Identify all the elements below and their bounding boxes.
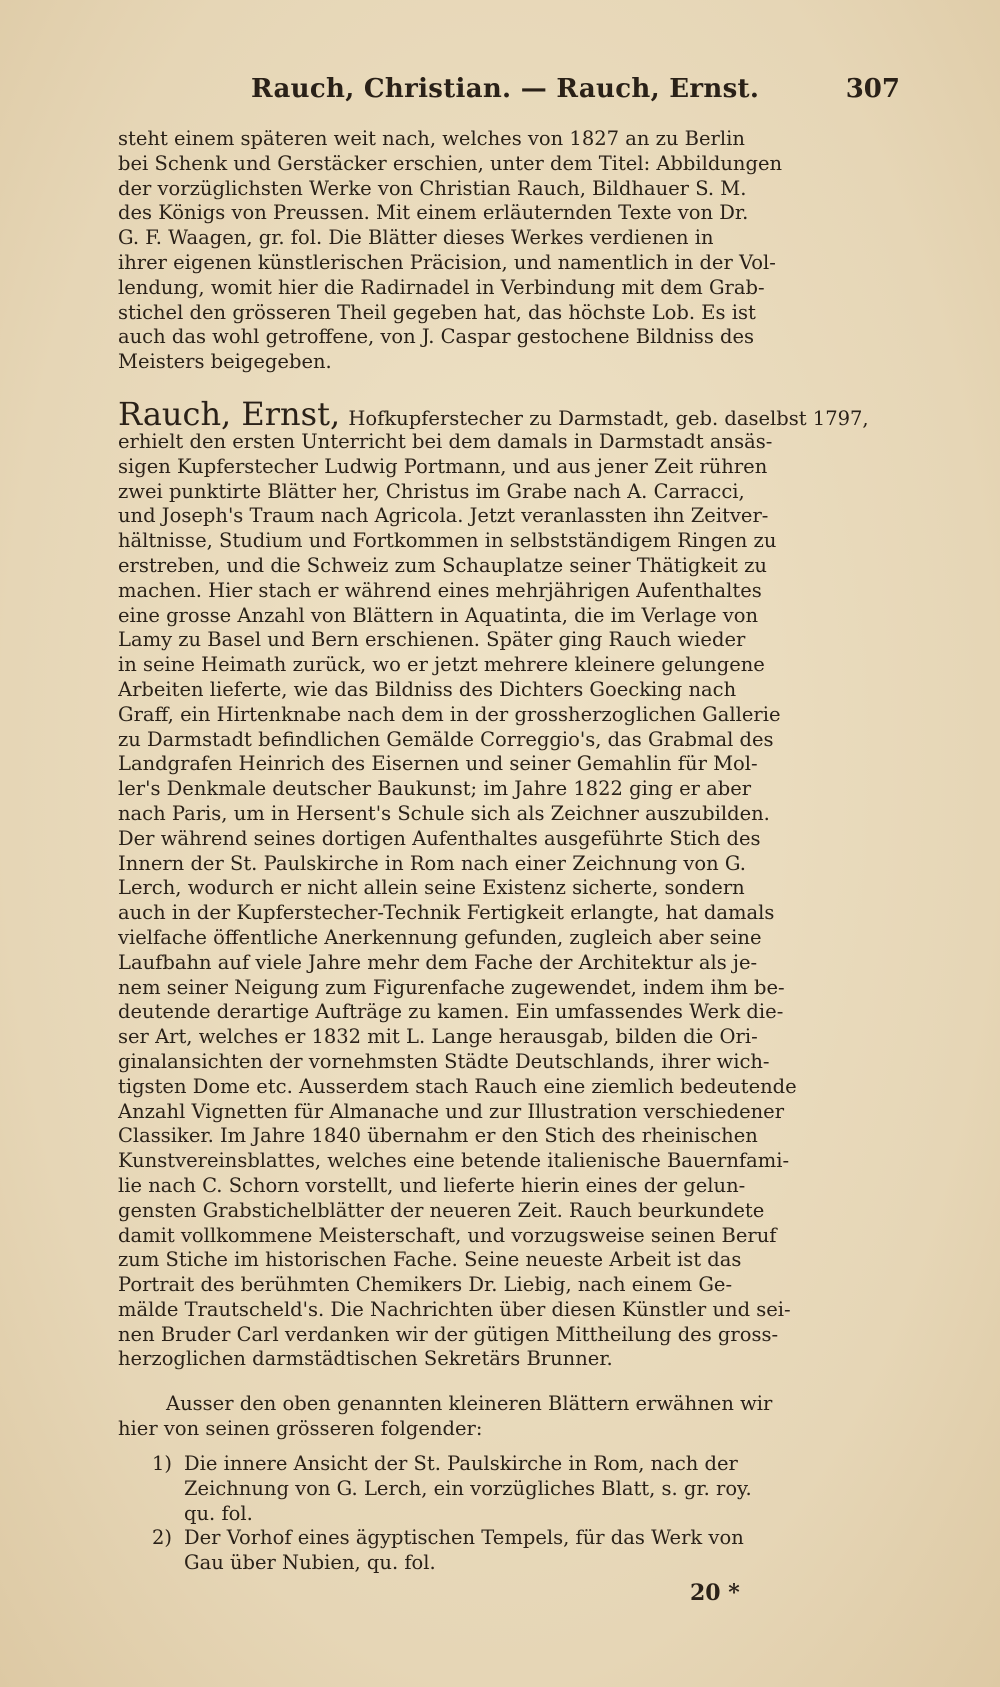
text-line: Lerch, wodurch er nicht allein seine Existenz sicherte, sondern [118, 876, 745, 900]
text-line: Der Vorhof eines ägyptischen Tempels, für das Werk von [184, 1526, 744, 1550]
text-line: mälde Trautscheld's. Die Nachrichten über diesen Künstler und sei- [118, 1297, 791, 1321]
text-line: nen Bruder Carl verdanken wir der gütigen Mittheilung des gross- [118, 1322, 779, 1346]
text-line: des Königs von Preussen. Mit einem erläuternden Texte von Dr. [118, 201, 749, 225]
text-line: sigen Kupferstecher Ludwig Portmann, und aus jener Zeit rühren [118, 454, 768, 478]
text-line: zum Stiche im historischen Fache. Seine neueste Arbeit ist das [118, 1248, 742, 1272]
text-line: tigsten Dome etc. Ausserdem stach Rauch eine ziemlich bedeutende [118, 1074, 797, 1098]
text-line: Arbeiten lieferte, wie das Bildniss des Dichters Goecking nach [118, 677, 737, 701]
text-line: damit vollkommene Meisterschaft, und vorzugsweise seinen Beruf [118, 1223, 777, 1247]
text-line: erstreben, und die Schweiz zum Schauplatze seiner Thätigkeit zu [118, 553, 767, 577]
list-intro [118, 1392, 900, 1442]
text-line: Die innere Ansicht der St. Paulskirche in Rom, nach der [184, 1452, 738, 1475]
text-line: lendung, womit hier die Radirnadel in Verbindung mit dem Grab- [118, 275, 765, 299]
running-header [118, 68, 900, 114]
text-line: deutende derartige Aufträge zu kamen. Ein umfassendes Werk die- [118, 1000, 784, 1024]
text-line: Gau über Nubien, qu. fol. [184, 1551, 436, 1575]
text-line: Graff, ein Hirtenknabe nach dem in der grossherzoglichen Gallerie [118, 702, 781, 726]
text-line: machen. Hier stach er während eines mehrjährigen Aufenthaltes [118, 578, 762, 602]
text-line: Ausser den oben genannten kleineren Blättern erwähnen wir [166, 1392, 773, 1415]
page-number: 307 [845, 74, 900, 104]
text-line: auch in der Kupferstecher-Technik Fertigkeit erlangte, hat damals [118, 901, 775, 925]
text-line: gensten Grabstichelblätter der neueren Zeit. Rauch beurkundete [118, 1198, 765, 1222]
text-line: stichel den grösseren Theil gegeben hat, das höchste Lob. Es ist [118, 300, 756, 324]
list-marker: 2) [152, 1526, 173, 1550]
text-line: hältnisse, Studium und Fortkommen in selbstständigem Ringen zu [118, 529, 777, 553]
text-line: der vorzüglichsten Werke von Christian Rauch, Bildhauer S. M. [118, 176, 747, 200]
list-item [152, 1526, 900, 1576]
list-marker: 1) [152, 1452, 173, 1475]
text-line: Innern der St. Paulskirche in Rom nach einer Zeichnung von G. [118, 851, 746, 875]
text-line: Lamy zu Basel und Bern erschienen. Später ging Rauch wieder [118, 628, 746, 652]
text-line: herzoglichen darmstädtischen Sekretärs Brunner. [118, 1347, 613, 1371]
text-line: Zeichnung von G. Lerch, ein vorzügliches Blatt, s. gr. roy. [184, 1476, 752, 1500]
entry-name: Rauch, Ernst, [118, 398, 341, 430]
text-line: Laufbahn auf viele Jahre mehr dem Fache der Architektur als je- [118, 950, 758, 974]
list-item [152, 1452, 900, 1526]
text-line: und Joseph's Traum nach Agricola. Jetzt veranlassten ihn Zeitver- [118, 504, 769, 528]
text-line: erhielt den ersten Unterricht bei dem damals in Darmstadt ansäs- [118, 430, 773, 453]
text-line: zwei punktirte Blätter her, Christus im Grabe nach A. Carracci, [118, 479, 745, 503]
entry-heading-line [118, 398, 900, 430]
entry-rauch-ernst [118, 398, 900, 1372]
text-line: zu Darmstadt befindlichen Gemälde Correggio's, das Grabmal des [118, 727, 774, 751]
text-line: eine grosse Anzahl von Blättern in Aquatinta, die im Verlage von [118, 603, 759, 627]
text-line: ser Art, welches er 1832 mit L. Lange herausgab, bilden die Ori- [118, 1025, 758, 1049]
text-line: in seine Heimath zurück, wo er jetzt mehrere kleinere gelungene [118, 653, 765, 677]
text-line: qu. fol. [184, 1501, 253, 1525]
entry-first-line: Hofkupferstecher zu Darmstadt, geb. daselbst 1797, [348, 407, 869, 430]
text-line: ihrer eigenen künstlerischen Präcision, und namentlich in der Vol- [118, 250, 776, 274]
text-line: Portrait des berühmten Chemikers Dr. Liebig, nach einem Ge- [118, 1273, 733, 1297]
text-line: ler's Denkmale deutscher Baukunst; im Jahre 1822 ging er aber [118, 777, 752, 801]
text-line: auch das wohl getroffene, von J. Caspar gestochene Bildniss des [118, 325, 755, 349]
text-line: Classiker. Im Jahre 1840 übernahm er den Stich des rheinischen [118, 1124, 758, 1148]
text-line: steht einem späteren weit nach, welches von 1827 an zu Berlin [118, 127, 745, 150]
text-line: Anzahl Vignetten für Almanache und zur Illustration verschiedener [118, 1099, 785, 1123]
text-line: Kunstvereinsblattes, welches eine betende italienische Bauernfami- [118, 1149, 790, 1173]
text-line: nem seiner Neigung zum Figurenfache zugewendet, indem ihm be- [118, 975, 785, 999]
text-line: Landgrafen Heinrich des Eisernen und seiner Gemahlin für Mol- [118, 752, 758, 776]
text-line: Meisters beigegeben. [118, 350, 332, 374]
works-list [152, 1452, 900, 1576]
text-line: hier von seinen grösseren folgender: [118, 1416, 483, 1440]
signature-mark: 20 * [690, 1580, 740, 1606]
text-line: G. F. Waagen, gr. fol. Die Blätter dieses Werkes verdienen in [118, 226, 714, 250]
text-line: Der während seines dortigen Aufenthaltes ausgeführte Stich des [118, 826, 761, 850]
text-line: nach Paris, um in Hersent's Schule sich als Zeichner auszubilden. [118, 801, 770, 825]
text-line: ginalansichten der vornehmsten Städte Deutschlands, ihrer wich- [118, 1049, 770, 1073]
text-line: lie nach C. Schorn vorstellt, und lieferte hierin eines der gelun- [118, 1173, 746, 1197]
header-title: Rauch, Christian. — Rauch, Ernst. [251, 74, 760, 104]
paragraph-continuation [118, 127, 900, 375]
text-line: vielfache öffentliche Anerkennung gefunden, zugleich aber seine [118, 925, 762, 949]
text-line: bei Schenk und Gerstäcker erschien, unter dem Titel: Abbildungen [118, 151, 783, 175]
